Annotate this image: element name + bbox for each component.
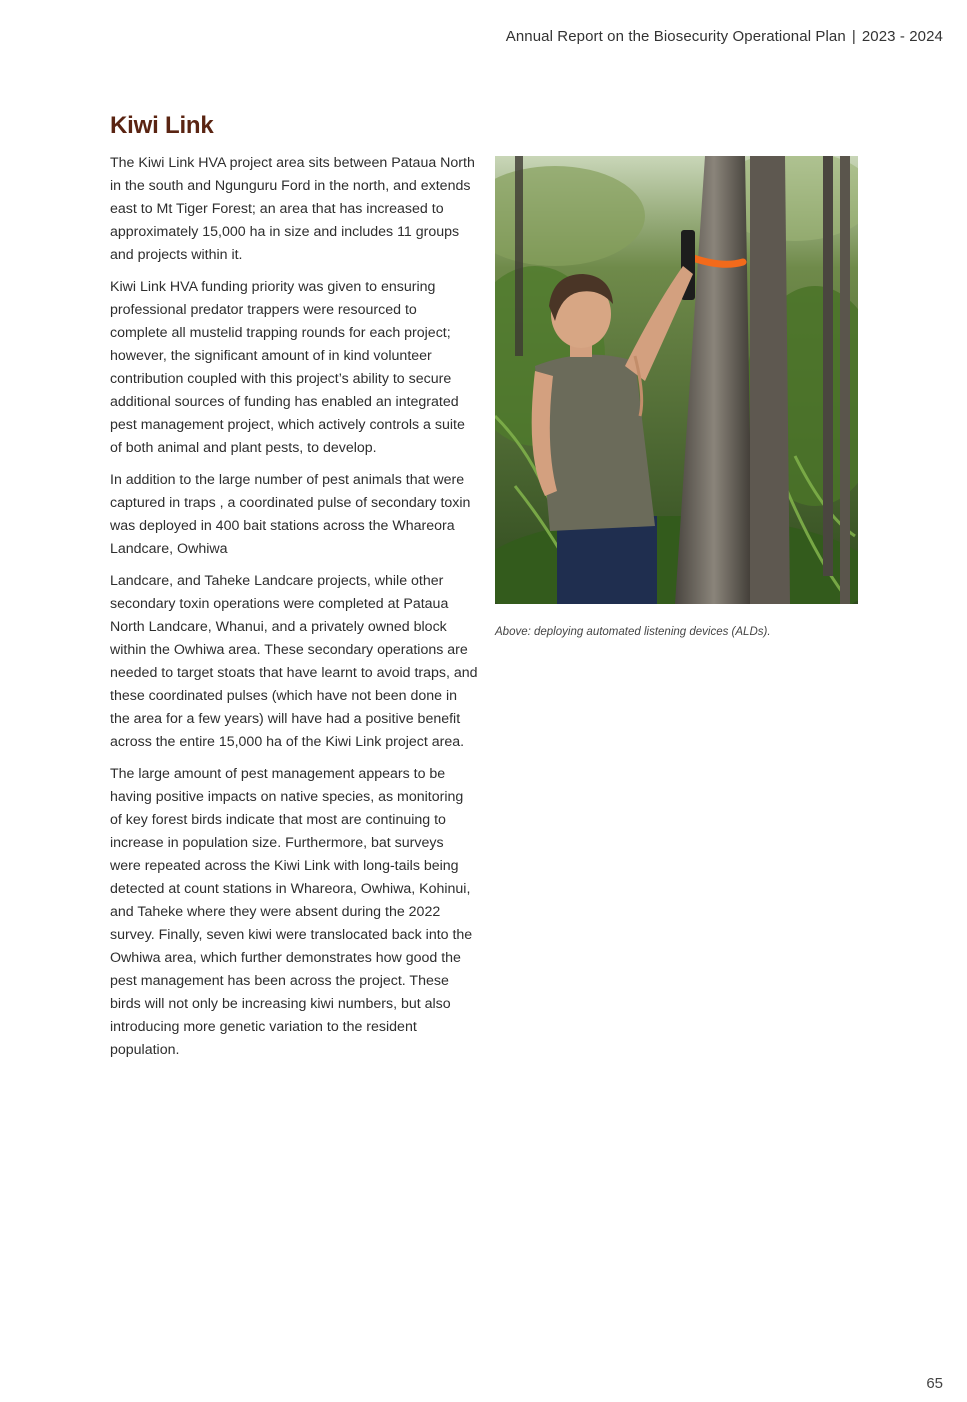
section-title: Kiwi Link [110, 112, 214, 139]
paragraph-2: Kiwi Link HVA funding priority was given to ensuring professional predator trappers were resourced to complete all mustelid trapping rounds for each project; however, the significant amount of in kind volunteer contribution coupled with this project’s ability to secure additional sources of funding has enabled an integrated pest management project, which actively controls a suite of both animal and plant pests, to develop. [110, 279, 465, 456]
photo-woman-attaching-listening-device [495, 156, 858, 604]
paragraph-1: The Kiwi Link HVA project area sits between Pataua North in the south and Ngunguru Ford in the north, and extends east to Mt Tiger Forest; an area that has increased to approximately 15,000 ha in size and includes 11 groups and projects within it. [110, 155, 475, 263]
photo-illustration [495, 156, 858, 604]
paragraph-5: The large amount of pest management appears to be having positive impacts on native species, as monitoring of key forest birds indicate that most are continuing to increase in population size. Furthermore, bat surveys were repeated across the Kiwi Link with long-tails being detected at count stations in Whareora, Owhiwa, Kohinui, and Taheke where they were absent during the 2022 survey. Finally, seven kiwi were translocated back into the Owhiwa area, which further demonstrates how good the pest management has been across the project. These birds will not only be increasing kiwi numbers, but also introducing more genetic variation to the resident population. [110, 766, 473, 1058]
photo-caption: Above: deploying automated listening devices (ALDs). [495, 626, 771, 638]
report-title: Annual Report on the Biosecurity Operational Plan [505, 28, 846, 45]
paragraph-4: Landcare, and Taheke Landcare projects, while other secondary toxin operations were completed at Pataua North Landcare, Whanui, and a privately owned block within the Owhiwa area. These secondary operations are needed to target stoats that have learnt to avoid traps, and these coordinated pulses (which have not been done in the area for a few years) will have had a positive benefit across the entire 15,000 ha of the Kiwi Link project area. [110, 573, 478, 750]
page-number: 65 [926, 1375, 943, 1392]
header-separator: | [851, 28, 856, 45]
body-text-column [110, 152, 478, 1071]
running-header [506, 28, 943, 45]
report-years: 2023 - 2024 [861, 28, 943, 45]
paragraph-3: In addition to the large number of pest animals that were captured in traps , a coordinated pulse of secondary toxin was deployed in 400 bait stations across the Whareora Landcare, Owhiwa [110, 472, 471, 557]
